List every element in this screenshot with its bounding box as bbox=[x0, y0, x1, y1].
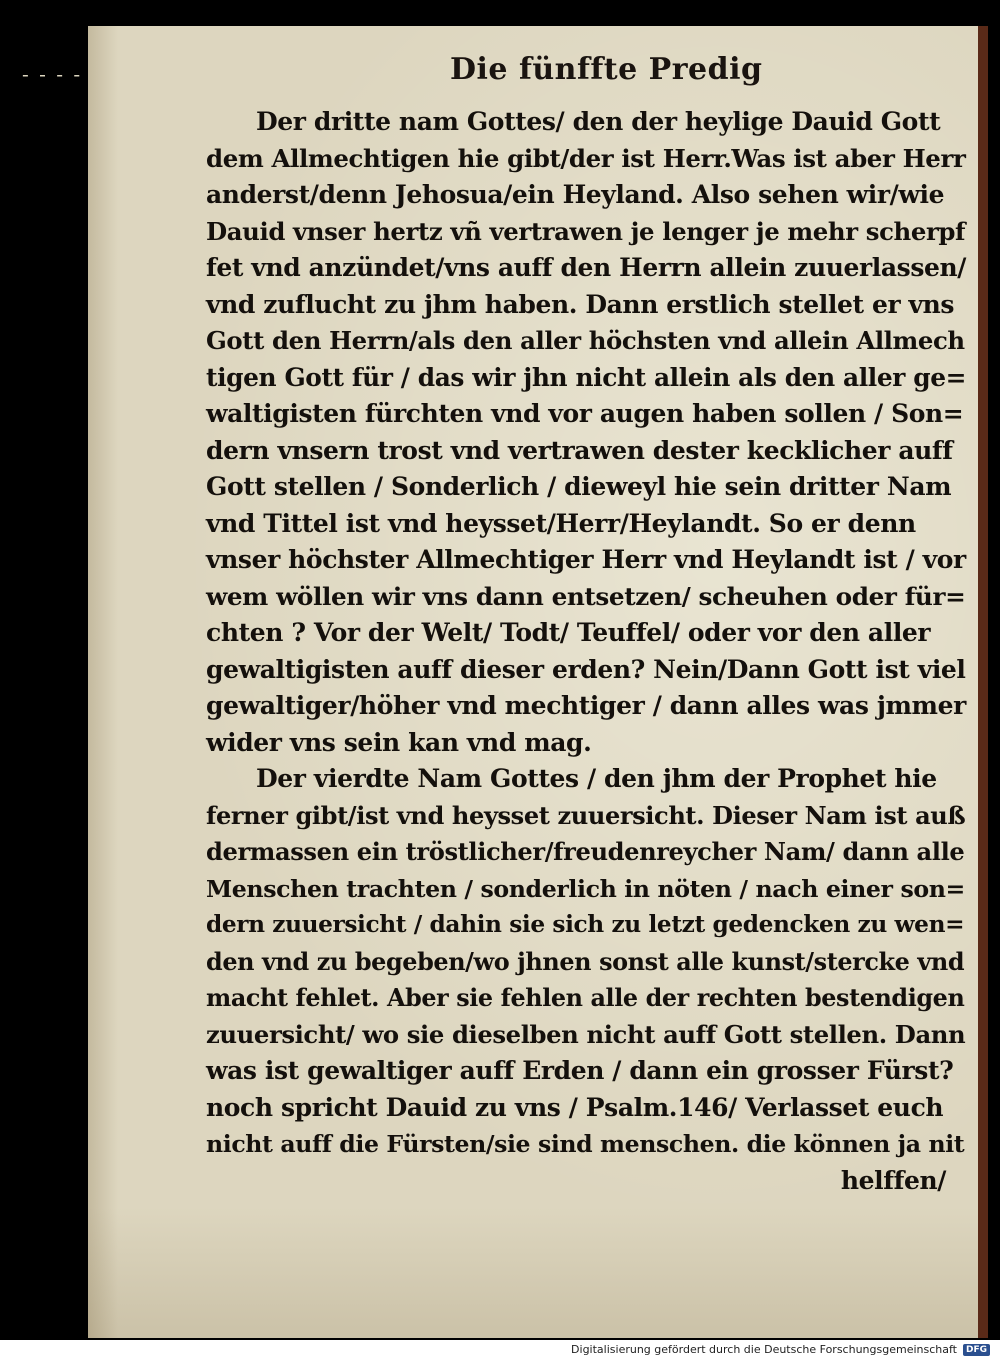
text-line: Menschen trachten / sonderlich in nöten / nach einer son= bbox=[206, 874, 965, 903]
text-line: Dauid vnser hertz vñ vertrawen je lenger je mehr scherpf bbox=[206, 216, 966, 246]
text-line: gewaltigisten auff dieser erden? Nein/Dann Gott ist viel bbox=[206, 654, 966, 684]
text-line: dern zuuersicht / dahin sie sich zu letzt gedencken zu wen= bbox=[206, 911, 965, 938]
text-line: helffen/ bbox=[840, 1165, 946, 1195]
text-line: noch spricht Dauid zu vns / Psalm.146/ Verlasset euch bbox=[206, 1092, 944, 1122]
footer-bar bbox=[0, 1340, 1000, 1359]
text-line: vnser höchster Allmechtiger Herr vnd Heylandt ist / vor bbox=[206, 545, 966, 574]
text-line: vnd zuflucht zu jhm haben. Dann erstlich stellet er vns bbox=[206, 289, 955, 319]
footer-credit: Digitalisierung gefördert durch die Deutsche Forschungsgemeinschaft bbox=[571, 1343, 957, 1356]
text-line: anderst/denn Jehosua/ein Heyland. Also sehen wir/wie bbox=[206, 180, 945, 209]
text-line: wider vns sein kan vnd mag. bbox=[206, 727, 592, 757]
text-line: chten ? Vor der Welt/ Todt/ Teuffel/ oder vor den aller bbox=[206, 618, 931, 647]
body-text bbox=[206, 104, 966, 1199]
text-line: gewaltiger/höher vnd mechtiger / dann alles was jmmer bbox=[206, 691, 966, 720]
text-line: Gott den Herrn/als den aller höchsten vnd allein Allmech bbox=[206, 326, 965, 355]
text-line: waltigisten fürchten vnd vor augen haben sollen / Son= bbox=[206, 399, 964, 428]
text-line: macht fehlet. Aber sie fehlen alle der rechten bestendigen bbox=[206, 984, 965, 1012]
text-line: den vnd zu begeben/wo jhnen sonst alle kunst/stercke vnd bbox=[206, 947, 965, 976]
text-line: ferner gibt/ist vnd heysset zuuersicht. Dieser Nam ist auß bbox=[206, 800, 966, 830]
text-line: fet vnd anzündet/vns auff den Herrn allein zuuerlassen/ bbox=[206, 253, 967, 282]
text-line: Der vierdte Nam Gottes / den jhm der Prophet hie bbox=[256, 764, 937, 793]
page-edge bbox=[978, 26, 988, 1338]
text-line: dem Allmechtigen hie gibt/der ist Herr.Was ist aber Herr bbox=[206, 143, 966, 173]
text-line: nicht auff die Fürsten/sie sind menschen. die können ja nit bbox=[206, 1130, 965, 1158]
text-line: wem wöllen wir vns dann entsetzen/ scheuhen oder für= bbox=[206, 581, 966, 611]
text-line: zuuersicht/ wo sie dieselben nicht auff Gott stellen. Dann bbox=[206, 1019, 966, 1049]
page-header: Die fünffte Predig bbox=[450, 52, 763, 87]
edge-marks: - - - - bbox=[22, 62, 83, 86]
text-line: tigen Gott für / das wir jhn nicht allein als den aller ge= bbox=[206, 362, 967, 392]
text-line: dermassen ein tröstlicher/freudenreycher Nam/ dann alle bbox=[206, 837, 965, 866]
text-line: dern vnsern trost vnd vertrawen dester kecklicher auff bbox=[206, 435, 953, 465]
text-line: Der dritte nam Gottes/ den der heylige Dauid Gott bbox=[256, 107, 941, 136]
text-line: was ist gewaltiger auff Erden / dann ein grosser Fürst? bbox=[206, 1056, 954, 1085]
text-line: Gott stellen / Sonderlich / dieweyl hie sein dritter Nam bbox=[206, 472, 952, 501]
text-line: vnd Tittel ist vnd heysset/Herr/Heylandt. So er denn bbox=[206, 508, 916, 538]
dfg-logo-icon: DFG bbox=[963, 1344, 990, 1356]
